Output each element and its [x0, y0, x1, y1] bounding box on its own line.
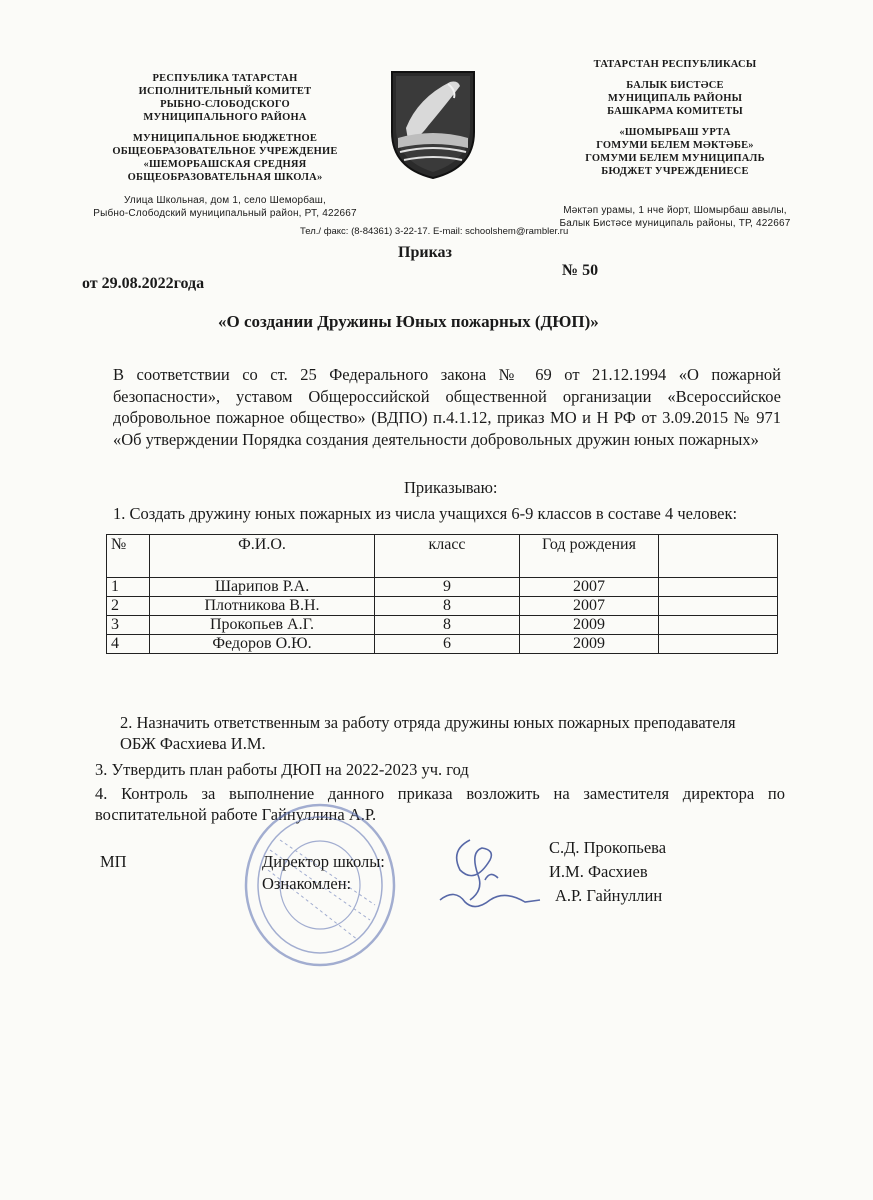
signatory-name: И.М. Фасхиев — [549, 862, 648, 881]
coat-of-arms-emblem — [388, 68, 478, 180]
signatory-name: А.Р. Гайнуллин — [555, 886, 663, 905]
header-extra — [659, 535, 778, 578]
header-left-address: Улица Школьная, дом 1, село Шеморбаш, — [124, 195, 326, 206]
order-date: от 29.08.2022года — [82, 275, 205, 292]
cell-no: 4 — [107, 635, 150, 654]
cell-name: Прокопьев А.Г. — [150, 616, 375, 635]
cell-name: Шарипов Р.А. — [150, 578, 375, 597]
preamble-paragraph: В соответствии со ст. 25 Федерального закона № 69 от 21.12.1994 «О пожарной безопасности», уставом Общероссийской общественной организации «Всероссийское добровольное пожарное общество» (ВДПО) п.4.1.12, приказ МО и Н РФ от 3.09.2015 № 971 «Об утверждении Порядка создания деятельности добровольных дружин юных пожарных» — [113, 365, 781, 449]
seal-place-label: МП — [100, 852, 127, 871]
header-left — [90, 72, 360, 220]
order-item-1: 1. Создать дружину юных пожарных из числа учащихся 6-9 классов в составе 4 человек: — [113, 504, 738, 523]
director-label: Директор школы: — [262, 852, 385, 871]
header-left-address: Рыбно-Слободский муниципальный район, РТ, 422667 — [93, 208, 357, 219]
acknowledged-label: Ознакомлен: — [262, 874, 352, 893]
table-row — [107, 635, 778, 654]
cell-class: 9 — [375, 578, 520, 597]
header-left-line: РЫБНО-СЛОБОДСКОГО — [160, 99, 290, 110]
header-class: класс — [375, 535, 520, 578]
header-right-line: ГОМУМИ БЕЛЕМ МӘКТӘБЕ» — [596, 140, 754, 151]
header-right-line: БАШКАРМА КОМИТЕТЫ — [607, 106, 743, 117]
header-right — [555, 58, 795, 230]
header-left-line: ИСПОЛНИТЕЛЬНЫЙ КОМИТЕТ — [138, 86, 312, 97]
cell-year: 2009 — [520, 616, 659, 635]
cell-year: 2009 — [520, 635, 659, 654]
header-right-line: ГОМУМИ БЕЛЕМ МУНИЦИПАЛЬ — [585, 153, 765, 164]
header-left-line: МУНИЦИПАЛЬНОГО РАЙОНА — [143, 112, 307, 123]
header-right-line: БАЛЫК БИСТӘСЕ — [626, 80, 724, 91]
header-right-line: «ШОМЫРБАШ УРТА — [619, 127, 731, 138]
cell-class: 6 — [375, 635, 520, 654]
header-right-address: Балык Бистәсе муниципаль районы, ТР, 422667 — [559, 218, 791, 229]
order-item-3: 3. Утвердить план работы ДЮП на 2022-2023 уч. год — [95, 760, 469, 779]
order-item-2: 2. Назначить ответственным за работу отряда дружины юных пожарных преподавателя ОБЖ Фасхиева И.М. — [120, 713, 736, 753]
cell-extra — [659, 597, 778, 616]
header-right-line: МУНИЦИПАЛЬ РАЙОНЫ — [607, 93, 743, 104]
header-left-line: ОБЩЕОБРАЗОВАТЕЛЬНАЯ ШКОЛА» — [127, 172, 323, 183]
header-left-line: МУНИЦИПАЛЬНОЕ БЮДЖЕТНОЕ — [132, 133, 318, 144]
cell-class: 8 — [375, 616, 520, 635]
table-row — [107, 597, 778, 616]
header-right-address: Мәктәп урамы, 1 нче йорт, Шомырбаш авылы, — [563, 205, 787, 216]
order-item-4: 4. Контроль за выполнение данного приказа возложить на заместителя директора по воспитательной работе Гайнуллина А.Р. — [95, 784, 785, 824]
cell-class: 8 — [375, 597, 520, 616]
header-year: Год рождения — [520, 535, 659, 578]
order-subject: «О создании Дружины Юных пожарных (ДЮП)» — [218, 312, 599, 331]
header-left-line: «ШЕМОРБАШСКАЯ СРЕДНЯЯ — [143, 159, 307, 170]
cell-no: 1 — [107, 578, 150, 597]
table-row — [107, 578, 778, 597]
handwritten-signature — [430, 830, 550, 920]
signatory-name: С.Д. Прокопьева — [549, 838, 667, 857]
cell-name: Федоров О.Ю. — [150, 635, 375, 654]
cell-no: 2 — [107, 597, 150, 616]
header-no: № — [107, 535, 150, 578]
roster-table — [106, 534, 778, 654]
table-row — [107, 616, 778, 635]
cell-extra — [659, 616, 778, 635]
order-number: № 50 — [562, 262, 599, 279]
cell-extra — [659, 578, 778, 597]
cell-name: Плотникова В.Н. — [150, 597, 375, 616]
header-right-line: ТАТАРСТАН РЕСПУБЛИКАСЫ — [593, 59, 757, 70]
cell-year: 2007 — [520, 597, 659, 616]
table-header-row — [107, 535, 778, 578]
header-left-line: РЕСПУБЛИКА ТАТАРСТАН — [152, 73, 298, 84]
header-name: Ф.И.О. — [150, 535, 375, 578]
contacts: Тел./ факс: (8-84361) 3-22-17. E-mail: schoolshem@rambler.ru — [300, 226, 569, 237]
cell-year: 2007 — [520, 578, 659, 597]
header-left-line: ОБЩЕОБРАЗОВАТЕЛЬНОЕ УЧРЕЖДЕНИЕ — [112, 146, 338, 157]
order-title: Приказ — [398, 244, 452, 261]
cell-extra — [659, 635, 778, 654]
header-right-line: БЮДЖЕТ УЧРЕЖДЕНИЕСЕ — [601, 166, 749, 177]
cell-no: 3 — [107, 616, 150, 635]
orders-label: Приказываю: — [404, 478, 498, 497]
